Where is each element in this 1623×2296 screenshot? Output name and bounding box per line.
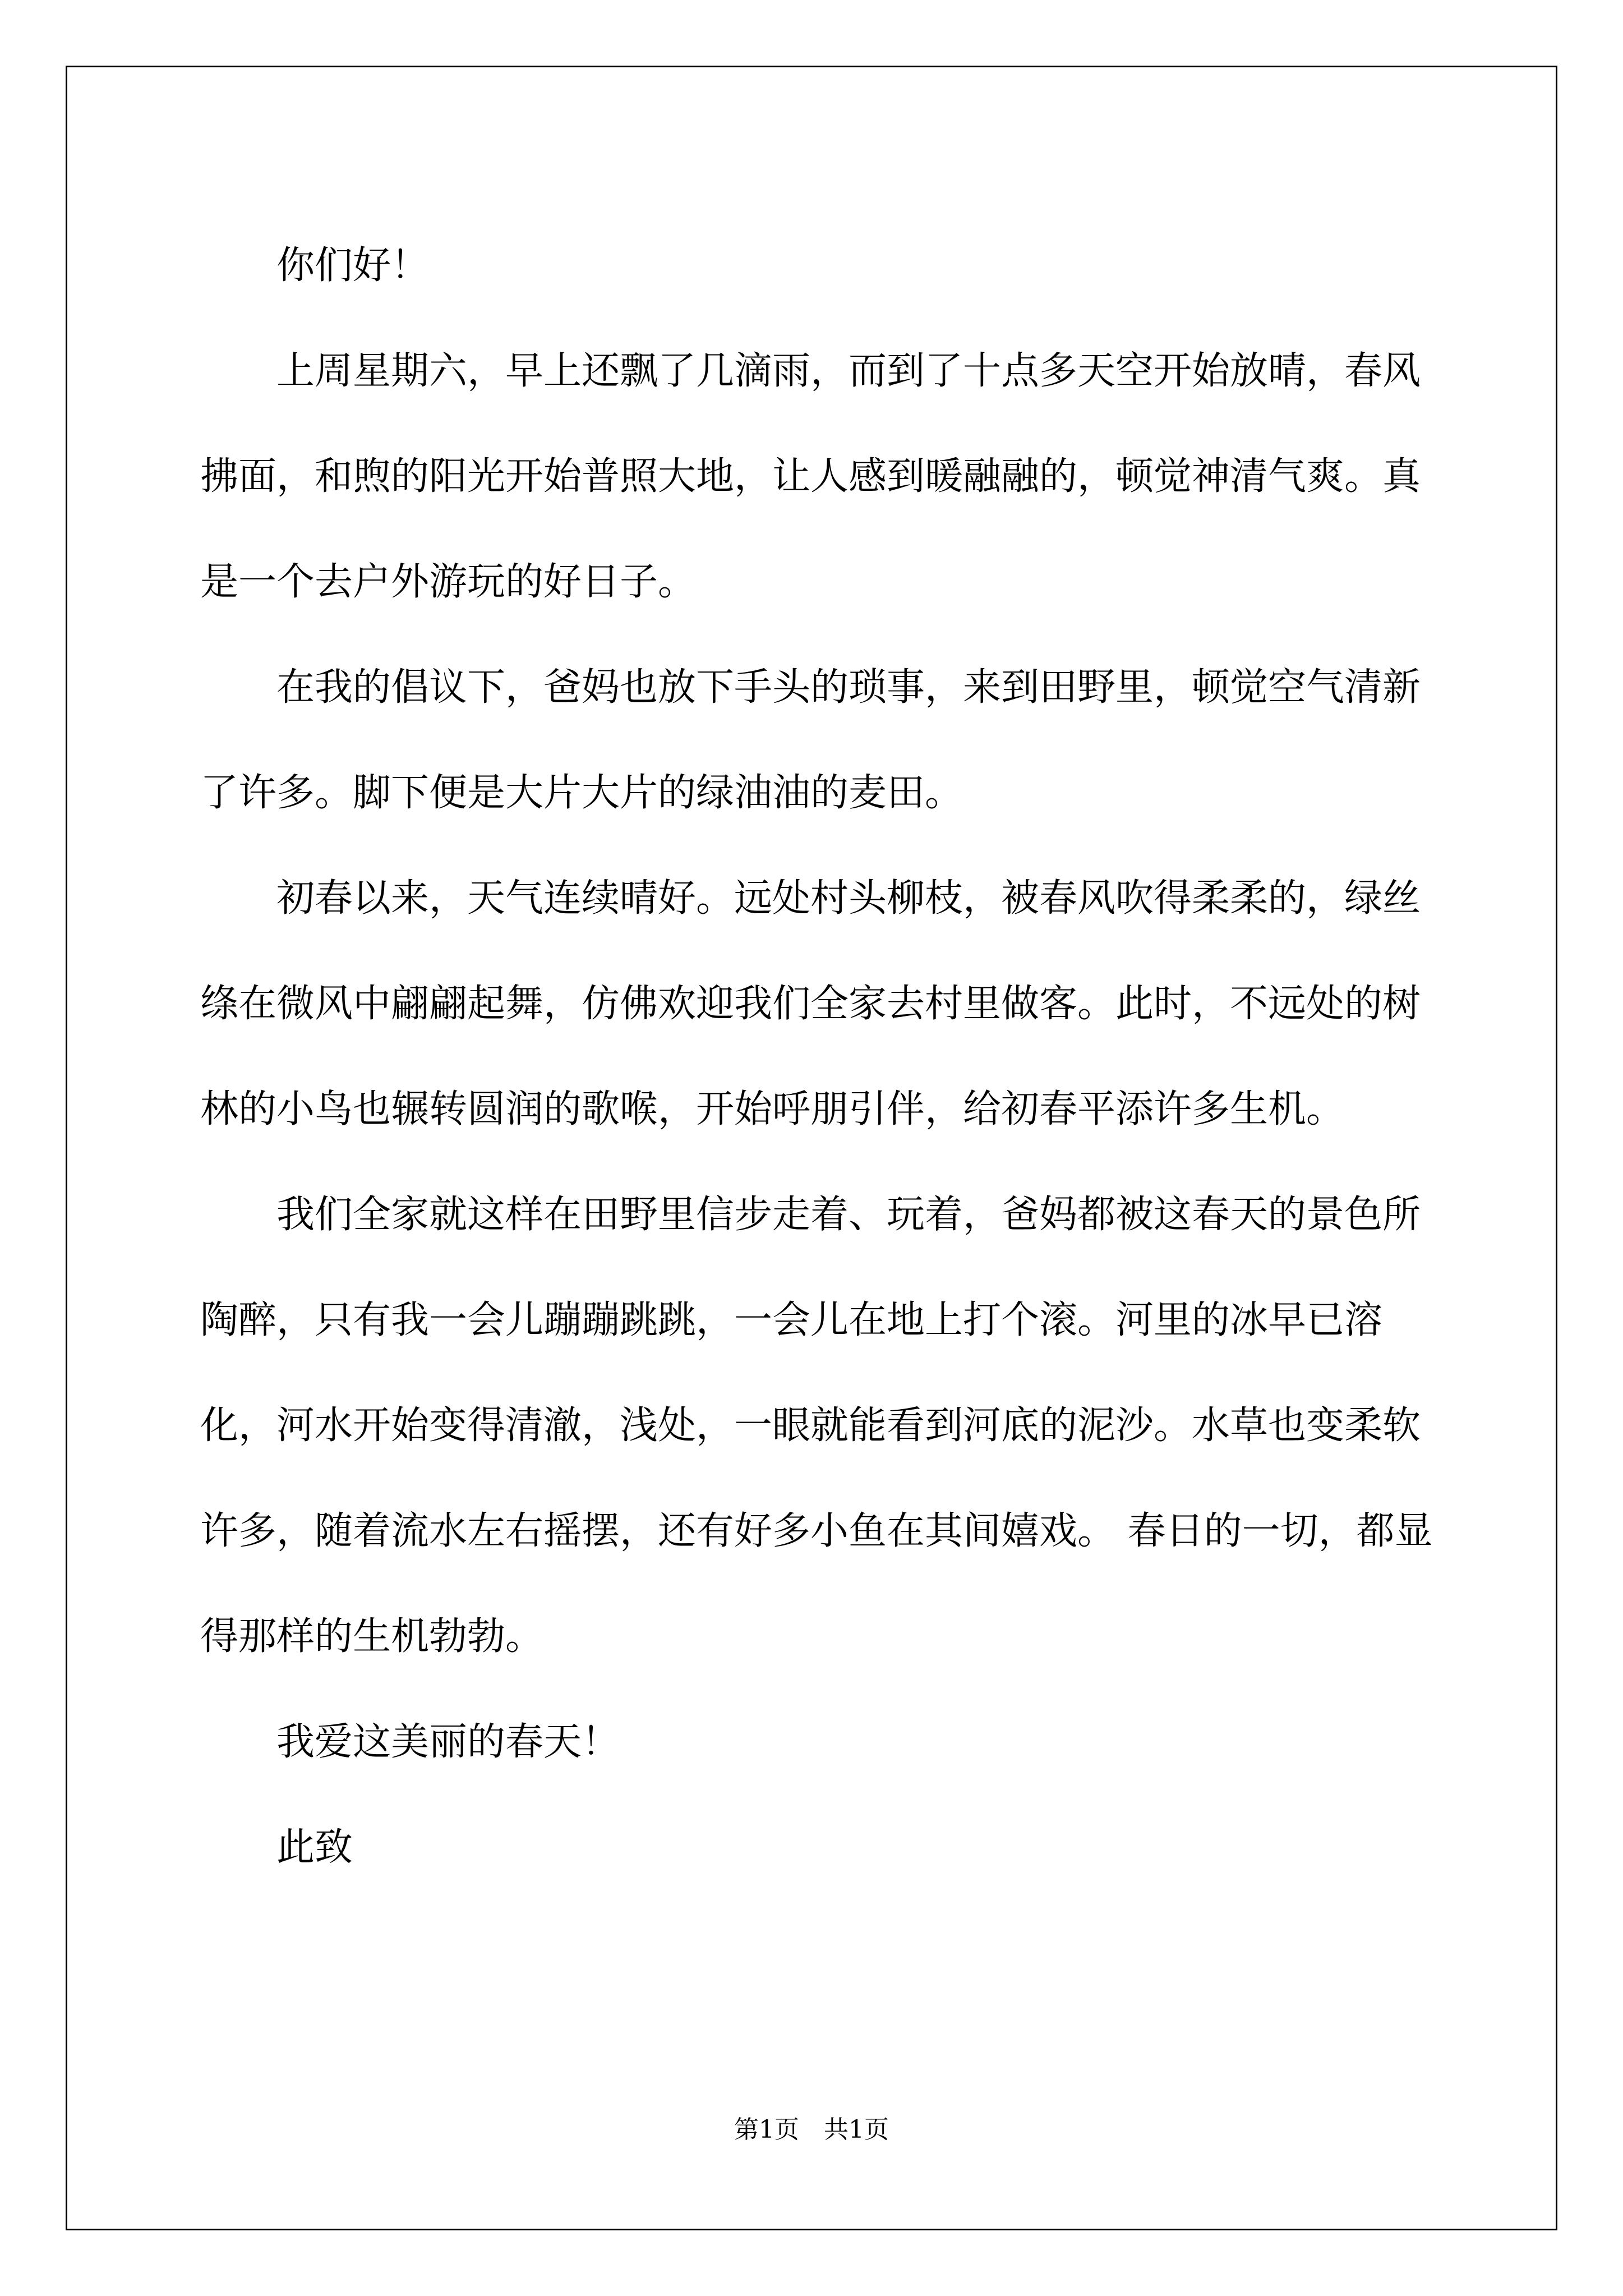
salutation-paragraph: 此致	[276, 1825, 353, 1870]
body-paragraph: 在我的倡议下，爸妈也放下手头的琐事，来到田野里，顿觉空气清新了许多。脚下便是大片大片的绿油油的麦田。	[200, 665, 1421, 815]
body-paragraph: 上周星期六，早上还飘了几滴雨，而到了十点多天空开始放晴，春风拂面，和煦的阳光开始普照大地，让人感到暖融融的，顿觉神清气爽。真是一个去户外游玩的好日子。	[200, 349, 1421, 604]
body-paragraph: 我们全家就这样在田野里信步走着、玩着，爸妈都被这春天的景色所陶醉，只有我一会儿蹦蹦跳跳，一会儿在地上打个滚。河里的冰早已溶化，河水开始变得清澈，浅处，一眼就能看到河底的泥沙。水草也变柔软许多，随着流水左右摇摆，还有好多小鱼在其间嬉戏。 春日的一切，都显得那样的生机勃勃。	[200, 1193, 1433, 1659]
greeting-paragraph: 你们好！	[276, 243, 430, 288]
page-number-footer: 第1页 共1页	[734, 2115, 889, 2144]
document-body	[200, 213, 1434, 1901]
body-paragraph: 初春以来，天气连续晴好。远处村头柳枝，被春风吹得柔柔的，绿丝绦在微风中翩翩起舞，仿佛欢迎我们全家去村里做客。此时，不远处的树林的小鸟也辗转圆润的歌喉，开始呼朋引伴，给初春平添许多生机。	[200, 876, 1421, 1131]
closing-paragraph: 我爱这美丽的春天！	[276, 1720, 620, 1764]
